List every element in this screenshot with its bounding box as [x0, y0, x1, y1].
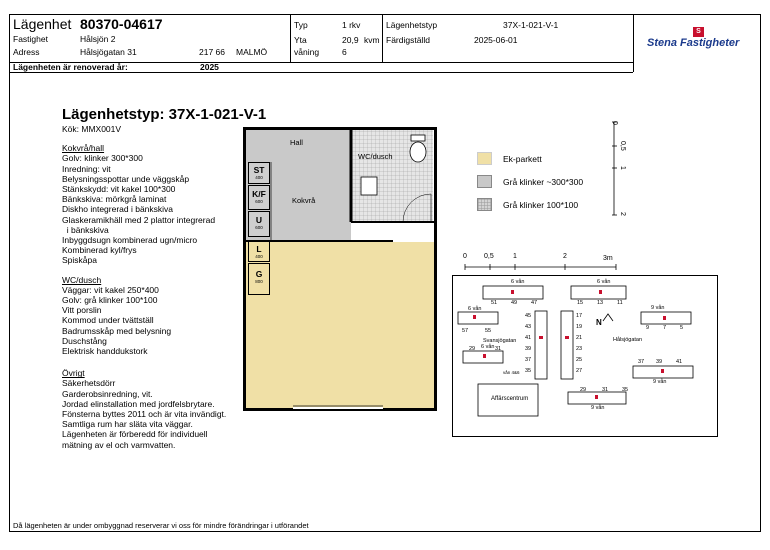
yta-unit: kvm	[364, 35, 380, 45]
renoverad-value: 2025	[200, 62, 219, 72]
map-label: vån 4&6	[503, 370, 520, 375]
cabinet-size: 600	[255, 199, 263, 204]
map-number: 15	[577, 300, 584, 306]
legend-swatch-klinker300	[477, 175, 492, 188]
spec-line: Lägenheten är förberedd för individuell	[62, 429, 208, 440]
spec-title: Lägenhetstyp: 37X-1-021-V-1	[62, 106, 267, 123]
cabinet-code: U	[255, 215, 263, 225]
spec-line: i bänkskiva	[62, 224, 109, 235]
header-divider	[633, 14, 634, 72]
header-divider	[290, 14, 291, 62]
map-number: 23	[576, 346, 583, 352]
map-number: 7	[663, 325, 667, 331]
lagenhet-number: 80370-04617	[80, 16, 163, 32]
stena-logo: Stena Fastigheter	[647, 37, 740, 49]
legend-swatch-parkett	[477, 152, 492, 165]
floor-plan-drawing	[243, 127, 441, 413]
map-number: 29	[580, 387, 587, 393]
vscale-tick-label: 2	[619, 212, 626, 216]
map-number: 5	[680, 325, 684, 331]
yta-label: Yta	[294, 35, 307, 45]
footer-disclaimer: Då lägenheten är under ombyggnad reserverar vi oss för mindre förändringar i utförandet	[13, 521, 309, 530]
spec-line: Kommod under tvättställ	[62, 315, 154, 326]
legend-label: Ek-parkett	[503, 154, 542, 164]
map-number: 21	[576, 335, 583, 341]
spec-list	[62, 124, 226, 450]
horizontal-scale	[464, 258, 624, 266]
vscale-tick-label: 0	[611, 121, 618, 125]
map-label: 6 vån	[597, 279, 611, 285]
cabinet-size: 400	[255, 254, 263, 259]
fastighet-label: Fastighet	[13, 34, 48, 44]
spec-line: Spiskåpa	[62, 255, 97, 266]
map-number: 27	[576, 368, 583, 374]
map-number: 31	[602, 387, 609, 393]
cabinet-size: 400	[255, 175, 263, 180]
renoverad-label: Lägenheten är renoverad år:	[13, 62, 128, 72]
kok-model: Kök: MMX001V	[62, 124, 122, 134]
map-label: 9 vån	[653, 379, 667, 385]
street-label: Svansjögatan	[483, 338, 517, 344]
spec-line: Bänkskiva: mörkgrå laminat	[62, 194, 167, 205]
map-number: 39	[656, 359, 663, 365]
map-number: 13	[597, 300, 604, 306]
cabinet-st	[248, 162, 270, 184]
lagenhet-label: Lägenhet	[13, 16, 72, 32]
spec-line: Golv: klinker 300*300	[62, 153, 143, 164]
fardigstalld-value: 2025-06-01	[474, 35, 518, 45]
spec-line: Duschstång	[62, 335, 107, 346]
legend-label: Grå klinker 100*100	[503, 200, 579, 210]
map-label: 6 vån	[481, 344, 495, 350]
spec-line: Kombinerad kyl/frys	[62, 245, 137, 256]
cabinet-u	[248, 211, 270, 237]
spec-line: Badrumsskåp med belysning	[62, 325, 172, 336]
cabinet-size: 800	[255, 279, 263, 284]
hscale-tick-label: 1	[513, 253, 517, 260]
legend-label: Grå klinker ~300*300	[503, 177, 584, 187]
spec-line: Väggar: vit kakel 250*400	[62, 284, 159, 295]
spec-line: Inredning: vit	[62, 163, 111, 174]
map-number: 17	[576, 313, 583, 319]
map-label: 6 vån	[468, 306, 482, 312]
map-number: 35	[622, 387, 629, 393]
cabinet-code: L	[256, 244, 262, 254]
street-label: Hålsjögatan	[613, 337, 643, 343]
stena-logo-badge: S	[693, 27, 704, 37]
cabinet-g	[248, 263, 270, 295]
hscale-tick-label: 2	[563, 253, 567, 260]
adress-label: Adress	[13, 47, 40, 57]
map-number: 31	[495, 346, 502, 352]
header-divider	[9, 72, 633, 73]
cabinet-kf	[248, 185, 270, 210]
floor-plan	[243, 127, 441, 413]
fardigstalld-label: Färdigställd	[386, 35, 430, 45]
spec-line: Elektrisk handdukstork	[62, 346, 148, 357]
lagenhetstyp-label: Lägenhetstyp	[386, 20, 438, 30]
map-number: 35	[525, 368, 532, 374]
vaning-value: 6	[342, 47, 347, 57]
spec-line: Glaskeramikhäll med 2 plattor integrerad	[62, 214, 216, 225]
hscale-tick-label: 0	[463, 253, 467, 260]
map-number: 41	[676, 359, 683, 365]
spec-line: Samtliga rum har släta vita väggar.	[62, 419, 193, 430]
cabinet-l	[248, 241, 270, 262]
map-number: 55	[485, 328, 492, 334]
map-label: 9 vån	[591, 405, 605, 411]
cabinet-size: 600	[255, 225, 263, 230]
map-number: 37	[638, 359, 645, 365]
legend-swatch-klinker100	[477, 198, 492, 211]
section-heading-ovrigt: Övrigt	[62, 368, 85, 379]
cabinet-code: ST	[253, 165, 265, 175]
affarscentrum-label: Affärscentrum	[491, 396, 529, 402]
spec-line: Stänkskydd: vit kakel 100*300	[62, 184, 176, 195]
map-number: 25	[576, 357, 583, 363]
compass-north-icon: N	[596, 318, 602, 327]
spec-line: Golv: grå klinker 100*100	[62, 295, 158, 306]
spec-line: mätning av el och varmvatten.	[62, 439, 176, 450]
hscale-tick-label: 0,5	[484, 253, 494, 260]
spec-line: Inbyggdsugn kombinerad ugn/micro	[62, 235, 198, 246]
map-number: 43	[525, 324, 532, 330]
fastighet-value: Hålsjön 2	[80, 34, 116, 44]
site-map	[452, 275, 718, 437]
spec-line: Fönsterna byttes 2011 och är vita invändigt.	[62, 409, 227, 420]
map-number: 45	[525, 313, 532, 319]
map-number: 9	[646, 325, 650, 331]
vscale-tick-label: 0,5	[619, 141, 626, 151]
room-label-hall: Hall	[290, 138, 303, 147]
header-divider	[382, 14, 383, 62]
hscale-tick-label: 3m	[603, 255, 613, 262]
spec-line: Diskho integrerad i bänkskiva	[62, 204, 174, 215]
cabinet-code: G	[255, 269, 263, 279]
map-number: 47	[531, 300, 538, 306]
map-number: 19	[576, 324, 583, 330]
map-number: 39	[525, 346, 532, 352]
room-label-wc: WC/dusch	[358, 152, 393, 161]
map-number: 29	[469, 346, 476, 352]
typ-value: 1 rkv	[342, 20, 361, 30]
vscale-tick-label: 1	[619, 166, 626, 170]
yta-value: 20,9	[342, 35, 359, 45]
section-heading-kokvra: Kokvrå/hall	[62, 143, 105, 154]
spec-line: Säkerhetsdörr	[62, 378, 116, 389]
spec-line: Garderobsinredning, vit.	[62, 388, 153, 399]
map-number: 51	[491, 300, 498, 306]
typ-label: Typ	[294, 20, 308, 30]
map-number: 57	[462, 328, 469, 334]
lagenhetstyp-value: 37X-1-021-V-1	[503, 20, 559, 30]
adress-value: Hålsjögatan 31	[80, 47, 137, 57]
vertical-scale	[612, 120, 632, 220]
spec-line: Belysningsspottar unde väggskåp	[62, 173, 190, 184]
map-number: 11	[617, 300, 623, 306]
map-label: 6 vån	[511, 279, 525, 285]
room-label-kokvra: Kokvrå	[292, 196, 316, 205]
postnummer: 217 66	[199, 47, 225, 57]
spec-line: Vitt porslin	[62, 305, 102, 316]
spec-line: Jordad elinstallation med jordfelsbrytare.	[62, 398, 215, 409]
map-number: 41	[525, 335, 532, 341]
map-number: 49	[511, 300, 518, 306]
map-number: 37	[525, 357, 532, 363]
cabinet-code: K/F	[252, 189, 266, 199]
vaning-label: våning	[294, 47, 320, 57]
ort: MALMÖ	[236, 47, 268, 57]
section-heading-wc: WC/dusch	[62, 274, 102, 285]
map-label: 9 vån	[651, 305, 665, 311]
